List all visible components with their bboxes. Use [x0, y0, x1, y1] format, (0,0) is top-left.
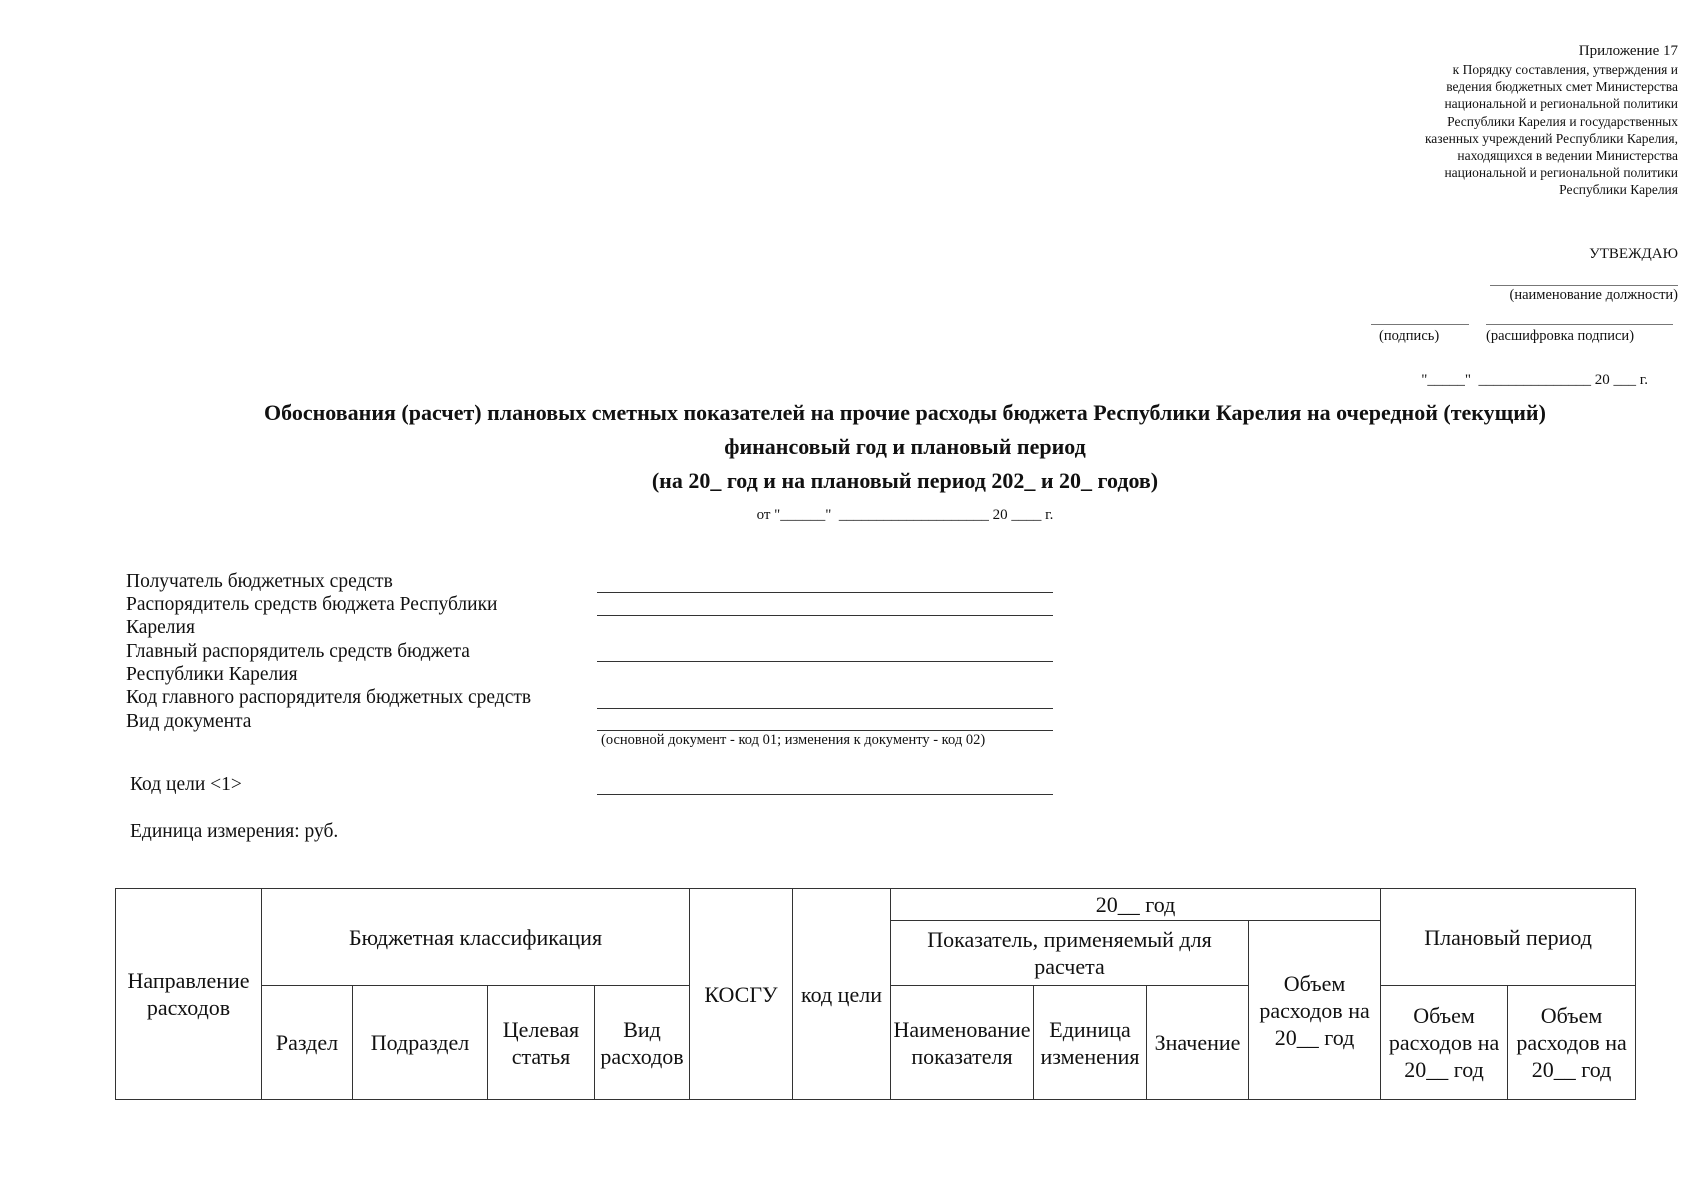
document-type-label: Вид документа — [126, 711, 252, 732]
chief-manager-label-cont: Республики Карелия — [126, 664, 298, 685]
header-indicator-name: Наименование показателя — [891, 986, 1034, 1100]
title-line-3: (на 20_ год и на плановый период 202_ и 20_ годов) — [651, 468, 1159, 493]
calculation-table — [115, 888, 1636, 1100]
approve-heading: УТВЕЖДАЮ — [1589, 246, 1678, 262]
title-line-1: Обоснования (расчет) плановых сметных показателей на прочие расходы бюджета Республики Карелия на очередной (текущий) — [264, 400, 1546, 425]
signature-decoding-line — [1486, 324, 1673, 325]
header-target-item: Целевая статья — [488, 986, 595, 1100]
appendix-line: казенных учреждений Республики Карелия, — [1424, 130, 1678, 146]
document-type-hint: (основной документ - код 01; изменения к документу - код 02) — [601, 732, 986, 748]
appendix-line: Республики Карелия — [1559, 182, 1678, 198]
unit-label: Единица измерения: руб. — [130, 821, 339, 842]
header-goal-code: код цели — [793, 889, 891, 1100]
header-budget-classification: Бюджетная классификация — [262, 889, 690, 986]
header-unit: Единица изменения — [1034, 986, 1147, 1100]
header-year: 20__ год — [891, 889, 1381, 921]
appendix-header — [1425, 42, 1678, 199]
header-volume-plan-2: Объем расходов на 20__ год — [1508, 986, 1636, 1100]
appendix-line: ведения бюджетных смет Министерства — [1446, 79, 1678, 95]
header-value: Значение — [1147, 986, 1249, 1100]
header-subsection: Подраздел — [353, 986, 488, 1100]
chief-manager-field[interactable] — [597, 661, 1053, 662]
appendix-line: Республики Карелия и государственных — [1447, 113, 1678, 129]
manager-label-cont: Карелия — [126, 617, 195, 638]
goal-code-label: Код цели <1> — [130, 774, 242, 795]
goal-code-field[interactable] — [597, 794, 1053, 795]
header-direction: Направление расходов — [116, 889, 262, 1100]
manager-label: Распорядитель средств бюджета Республики — [126, 594, 498, 615]
appendix-line: находящихся в ведении Министерства — [1457, 148, 1678, 164]
chief-manager-code-field[interactable] — [597, 708, 1053, 709]
header-indicator: Показатель, применяемый для расчета — [891, 921, 1249, 986]
appendix-line: к Порядку составления, утверждения и — [1452, 62, 1678, 77]
recipient-field[interactable] — [597, 592, 1053, 593]
appendix-title: Приложение 17 — [1578, 43, 1678, 59]
chief-manager-label: Главный распорядитель средств бюджета — [126, 641, 470, 662]
approval-date-line: "_____" _______________ 20 ___ г. — [1421, 372, 1648, 388]
signature-line — [1371, 324, 1469, 325]
document-title — [0, 396, 1697, 498]
appendix-line: национальной и региональной политики — [1444, 165, 1678, 181]
document-type-field[interactable] — [597, 730, 1053, 731]
decoding-caption: (расшифровка подписи) — [1486, 328, 1635, 344]
position-caption: (наименование должности) — [1509, 287, 1678, 303]
document-date-line: от "______" ____________________ 20 ____ г. — [756, 507, 1054, 523]
header-volume-plan-1: Объем расходов на 20__ год — [1381, 986, 1508, 1100]
position-signature-line — [1490, 285, 1678, 286]
header-kosgu: КОСГУ — [690, 889, 793, 1100]
header-planning-period: Плановый период — [1381, 889, 1636, 986]
appendix-line: национальной и региональной политики — [1444, 96, 1678, 112]
recipient-label: Получатель бюджетных средств — [126, 571, 393, 592]
header-volume: Объем расходов на 20__ год — [1249, 921, 1381, 1100]
header-expense-type: Вид расходов — [595, 986, 690, 1100]
header-section: Раздел — [262, 986, 353, 1100]
chief-manager-code-label: Код главного распорядителя бюджетных средств — [126, 687, 532, 708]
title-line-2: финансовый год и плановый период — [724, 434, 1086, 459]
manager-field[interactable] — [597, 615, 1053, 616]
signature-caption: (подпись) — [1379, 328, 1440, 344]
